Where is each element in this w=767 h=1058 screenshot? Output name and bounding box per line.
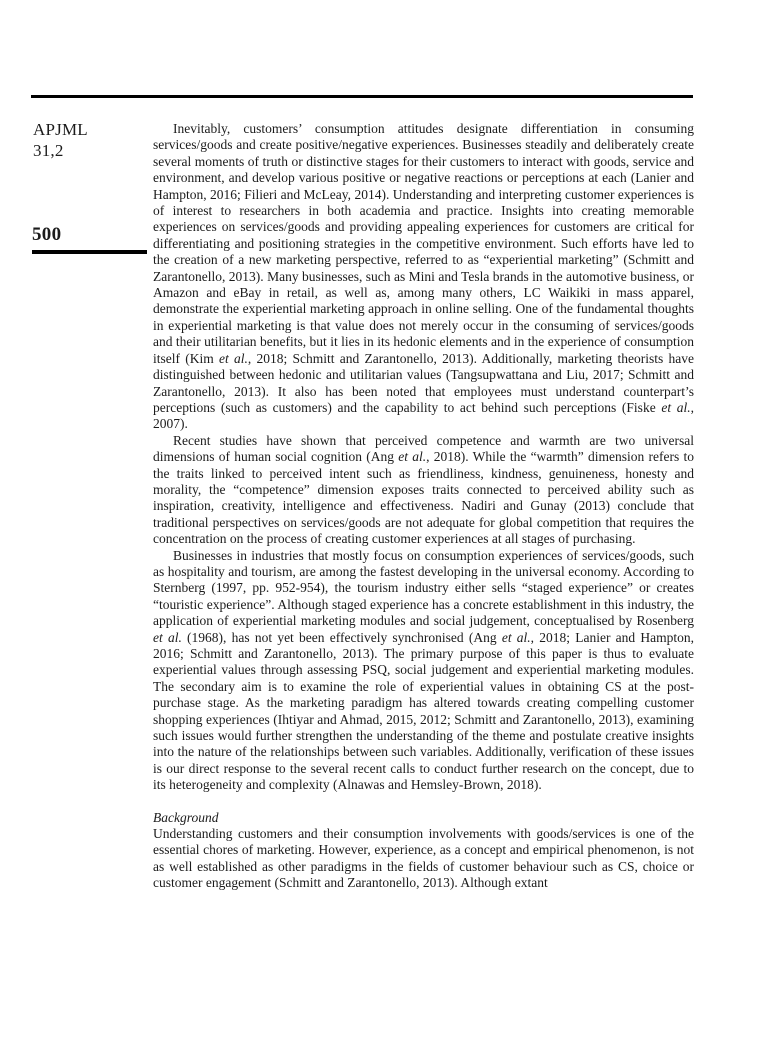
article-body xyxy=(153,121,694,892)
paragraph-4: Understanding customers and their consumption involvements with goods/services is one of the essential chores of marketing. However, experience, as a concept and empirical phenomenon, is not as well established as other paradigms in the fields of customer behaviour such as CS, choice or customer engagement (Schmitt and Zarantonello, 2013). Although extant xyxy=(153,826,694,891)
paragraph-3: Businesses in industries that mostly focus on consumption experiences of services/goods, such as hospitality and tourism, are among the fastest developing in the universal economy. According to Sternberg (1997, pp. 952-954), the tourism industry either sells “staged experience” or creates “touristic experience”. Although staged experience has a concrete establishment in this industry, the application of experiential marketing modules and social judgement, conceptualised by Rosenberg et al. (1968), has not yet been effectively synchronised (Ang et al., 2018; Lanier and Hampton, 2016; Schmitt and Zarantonello, 2013). The primary purpose of this paper is thus to evaluate experiential values through assessing PSQ, social judgement and experiential marketing modules. The secondary aim is to examine the role of experiential values in obtaining CS at the post-purchase stage. As the marketing paradigm has altered towards creating compelling customer shopping experiences (Ihtiyar and Ahmad, 2015, 2012; Schmitt and Zarantonello, 2013), examining such issues would further strengthen the understanding of the theme and postulate creative insights into the nature of the relationships between such variables. Additionally, verification of these issues is our direct response to the several recent calls to conduct further research on the concept, due to its heterogeneity and complexity (Alnawas and Hemsley-Brown, 2018). xyxy=(153,547,694,793)
header-rule xyxy=(31,95,693,98)
journal-title-abbrev: APJML xyxy=(33,120,88,139)
paragraph-1: Inevitably, customers’ consumption attitudes designate differentiation in consuming services/goods and create positive/negative experiences. Businesses steadily and deliberately create several moments of truth or distinctive stages for their customers to interact with goods, service and environment, and develop various positive or negative reactions or perceptions at each (Lanier and Hampton, 2016; Filieri and McLeay, 2014). Understanding and interpreting customer experiences is of interest to researchers in both academia and practice. Insights into creating memorable experiences on services/goods and providing appealing experiences for customers are critical for differentiating and positioning strategies in the competitive environment. Such efforts have led to the creation of a new marketing perspective, referred to as “experiential marketing” (Schmitt and Zarantonello, 2013). Many businesses, such as Mini and Tesla brands in the automotive business, or Amazon and eBay in retail, as well as, among many others, LC Waikiki in mass apparel, demonstrate the experiential marketing approach in online selling. One of the fundamental thoughts in experiential marketing is that value does not merely occur in the consuming of services/goods and their utilitarian benefits, but it lies in its hedonic elements and in the experience of consumption itself (Kim et al., 2018; Schmitt and Zarantonello, 2013). Additionally, marketing theorists have distinguished between hedonic and utilitarian values (Tangsupwattana and Liu, 2017; Schmitt and Zarantonello, 2013). It also has been noted that employees must understand counterpart’s perceptions (such as customers) and the capability to act behind such perceptions (Fiske et al., 2007). xyxy=(153,121,694,432)
volume-issue: 31,2 xyxy=(33,141,64,160)
journal-masthead xyxy=(33,119,88,161)
page-number-rule xyxy=(32,250,147,254)
paragraph-2: Recent studies have shown that perceived competence and warmth are two universal dimensions of human social cognition (Ang et al., 2018). While the “warmth” dimension refers to the traits linked to perceived intent such as friendliness, kindness, genuineness, honesty and morality, the “competence” dimension exposes traits connected to perceived ability such as inspiration, creativity, intelligence and effectiveness. Nadiri and Gunay (2013) conclude that traditional perspectives on services/goods are not adequate for global competition that requires the concentration on the process of creating customer experiences at all stages of purchasing. xyxy=(153,432,695,547)
page-number: 500 xyxy=(32,224,62,245)
section-heading-background: Background xyxy=(153,809,219,825)
